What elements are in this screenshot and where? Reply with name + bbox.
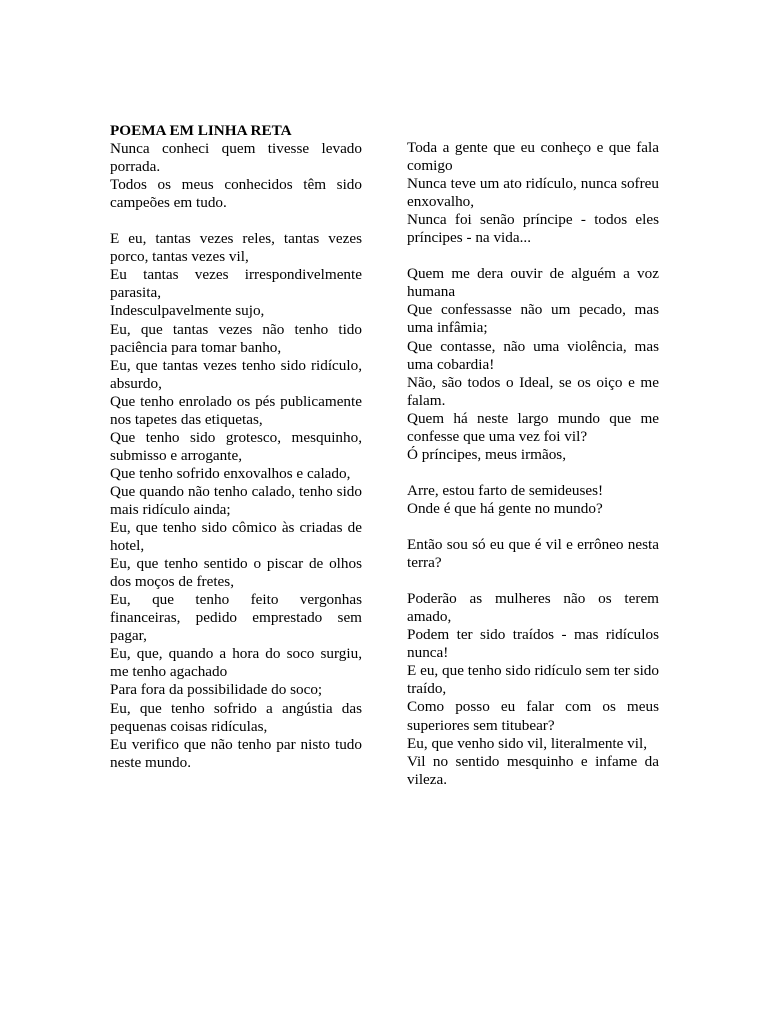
poem-line: Vil no sentido mesquinho e infame da vileza. xyxy=(407,752,659,788)
poem-line: Para fora da possibilidade do soco; xyxy=(110,681,323,699)
poem-line: Como posso eu falar com os meus superiores sem titubear? xyxy=(407,698,659,734)
poem-title: POEMA EM LINHA RETA xyxy=(110,122,292,139)
poem-line: Eu, que tenho sido cômico às criadas de hotel, xyxy=(110,519,362,555)
poem-line: Eu, que, quando a hora do soco surgiu, me tenho agachado xyxy=(110,645,362,681)
poem-line: Eu, que tantas vezes tenho sido ridículo, absurdo, xyxy=(110,356,362,392)
stanza-break xyxy=(407,247,659,265)
poem-line: Poderão as mulheres não os terem amado, xyxy=(407,590,659,626)
poem-line: Eu, que tenho sentido o piscar de olhos dos moços de fretes, xyxy=(110,555,362,591)
poem-line: Eu, que tenho sofrido a angústia das pequenas coisas ridículas, xyxy=(110,699,362,735)
poem-line: Todos os meus conhecidos têm sido campeões em tudo. xyxy=(110,176,362,212)
left-stanzas xyxy=(110,140,362,772)
right-stanzas xyxy=(407,139,659,789)
poem-line: Arre, estou farto de semideuses! xyxy=(407,481,604,499)
poem-line: E eu, tantas vezes reles, tantas vezes porco, tantas vezes vil, xyxy=(110,230,362,266)
poem-line: Quem me dera ouvir de alguém a voz humana xyxy=(407,265,659,301)
poem-line: Que contasse, não uma violência, mas uma cobardia! xyxy=(407,337,659,373)
stanza-break xyxy=(407,518,659,536)
poem-line: Eu tantas vezes irrespondivelmente parasita, xyxy=(110,266,362,302)
stanza-break xyxy=(407,572,659,590)
poem-line: E eu, que tenho sido ridículo sem ter sido traído, xyxy=(407,662,659,698)
poem-line: Que tenho sofrido enxovalhos e calado, xyxy=(110,464,351,482)
poem-line: Toda a gente que eu conheço e que fala comigo xyxy=(407,139,659,175)
poem-line: Podem ter sido traídos - mas ridículos nunca! xyxy=(407,626,659,662)
poem-right-column xyxy=(407,139,659,789)
poem-line: Eu, que tantas vezes não tenho tido paciência para tomar banho, xyxy=(110,320,362,356)
poem-line: Eu verifico que não tenho par nisto tudo neste mundo. xyxy=(110,735,362,771)
poem-line: Que tenho sido grotesco, mesquinho, submisso e arrogante, xyxy=(110,428,362,464)
poem-line: Eu, que tenho feito vergonhas financeiras, pedido emprestado sem pagar, xyxy=(110,591,362,645)
poem-line: Quem há neste largo mundo que me confesse que uma vez foi vil? xyxy=(407,409,659,445)
stanza-break xyxy=(110,212,362,230)
poem-line: Então sou só eu que é vil e errôneo nesta terra? xyxy=(407,536,659,572)
poem-line: Que confessasse não um pecado, mas uma infâmia; xyxy=(407,301,659,337)
poem-line: Que quando não tenho calado, tenho sido mais ridículo ainda; xyxy=(110,482,362,518)
poem-line: Nunca foi senão príncipe - todos eles príncipes - na vida... xyxy=(407,211,659,247)
poem-line: Ó príncipes, meus irmãos, xyxy=(407,445,567,463)
poem-line: Eu, que venho sido vil, literalmente vil, xyxy=(407,734,647,752)
poem-line: Nunca conheci quem tivesse levado porrada. xyxy=(110,140,362,176)
poem-line: Que tenho enrolado os pés publicamente nos tapetes das etiquetas, xyxy=(110,392,362,428)
poem-line: Onde é que há gente no mundo? xyxy=(407,499,603,517)
stanza-break xyxy=(407,464,659,482)
poem-line: Nunca teve um ato ridículo, nunca sofreu enxovalho, xyxy=(407,175,659,211)
poem-line: Indesculpavelmente sujo, xyxy=(110,302,265,320)
poem-left-column xyxy=(110,122,362,772)
poem-line: Não, são todos o Ideal, se os oiço e me falam. xyxy=(407,373,659,409)
